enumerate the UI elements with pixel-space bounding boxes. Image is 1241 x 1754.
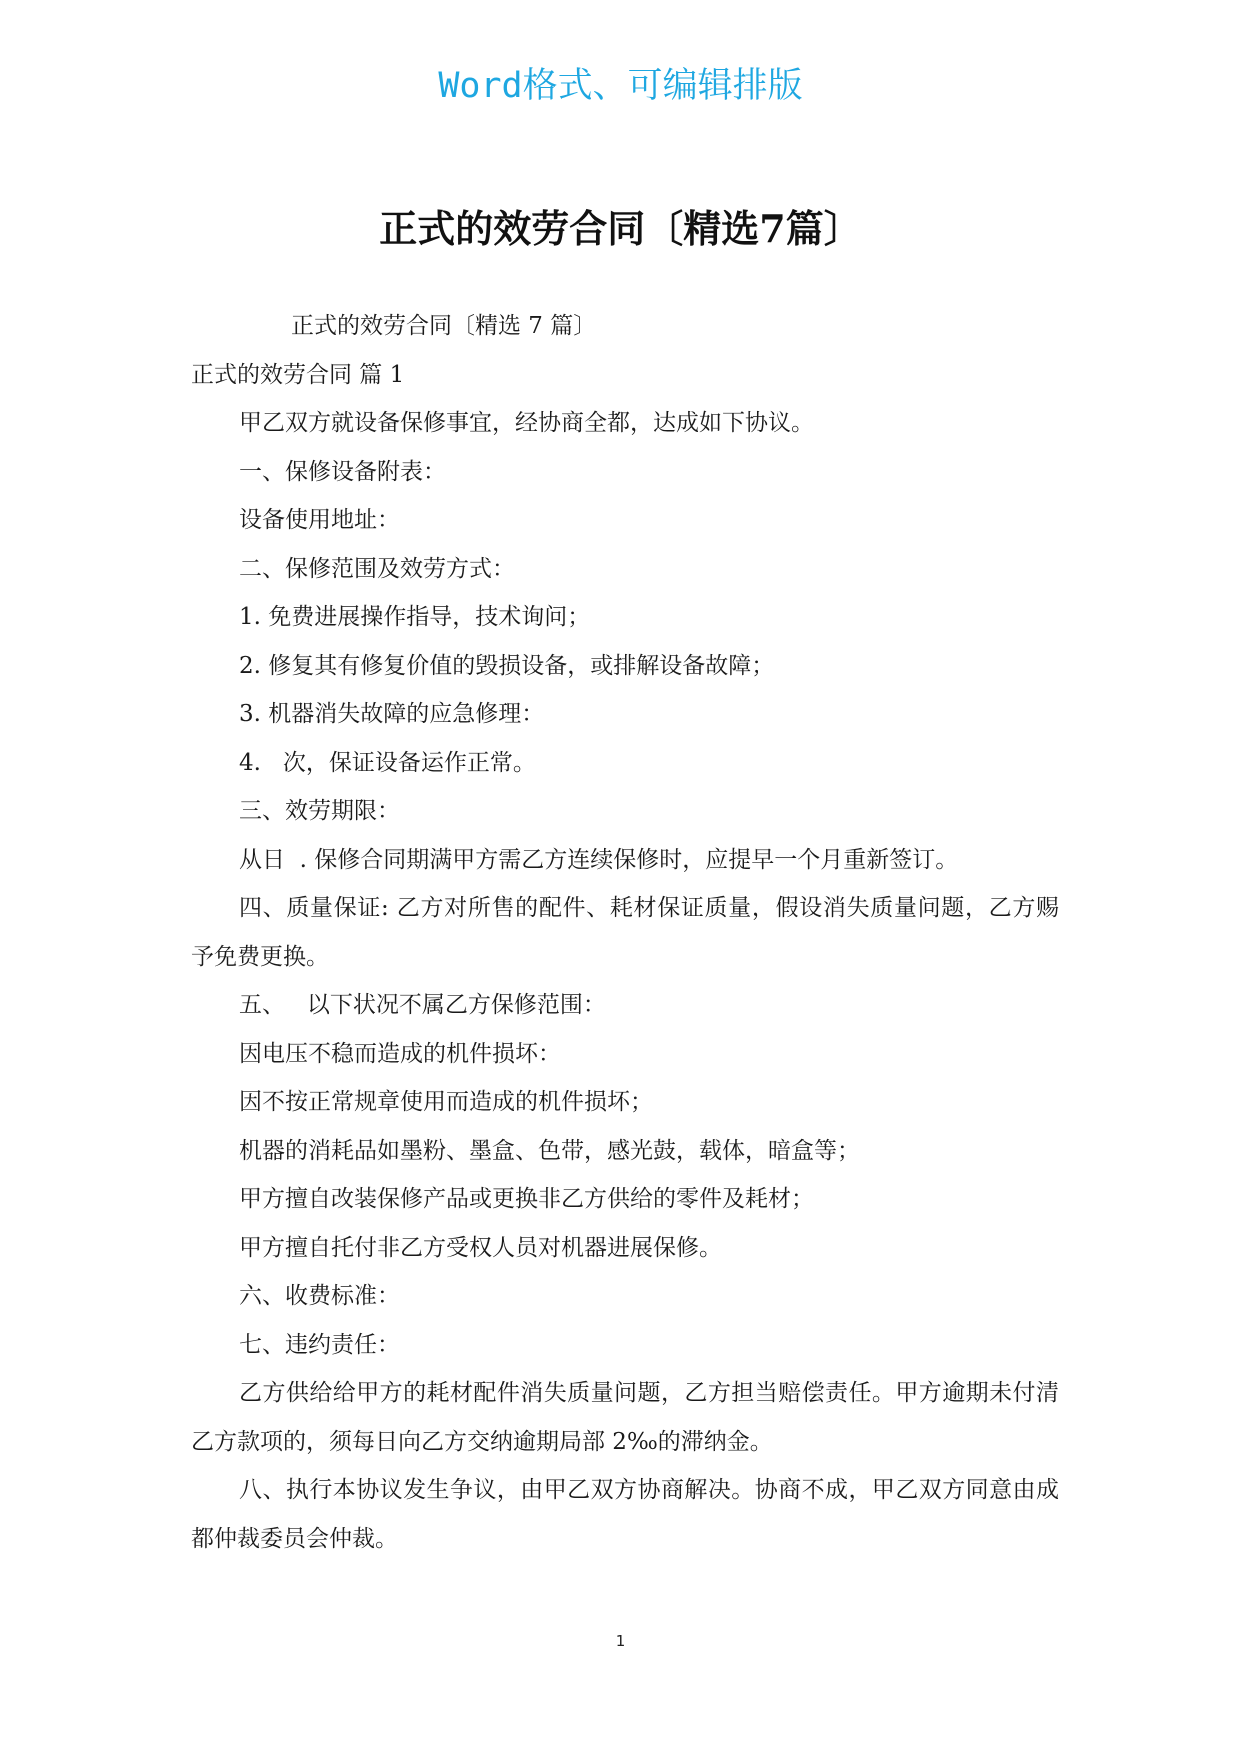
list-item: 4. 次，保证设备运作正常。: [239, 749, 536, 776]
clause-heading: 三、效劳期限：: [239, 798, 400, 824]
list-item: 1. 免费进展操作指导，技术询问；: [239, 604, 591, 630]
page-number: 1: [615, 1632, 626, 1650]
document-body: [191, 302, 1059, 1563]
list-item: 因不按正常规章使用而造成的机件损坏；: [239, 1089, 653, 1115]
list-item: 机器的消耗品如墨粉、墨盒、色带，感光鼓，载体，暗盒等；: [239, 1137, 860, 1164]
clause-heading: 七、违约责任：: [239, 1331, 400, 1358]
paragraph-dispute: 八、执行本协议发生争议，由甲乙双方协商解决。协商不成，甲乙双方同意由成都仲裁委员会仲裁。: [191, 1477, 1059, 1552]
paragraph-liability: 乙方供给给甲方的耗材配件消失质量问题，乙方担当赔偿责任。甲方逾期未付清乙方款项的，须每日向乙方交纳逾期局部 2‰的滞纳金。: [191, 1380, 1059, 1455]
list-item: 3. 机器消失故障的应急修理：: [239, 701, 545, 727]
document-title: 正式的效劳合同〔精选7篇〕: [379, 206, 862, 251]
clause-heading: 一、保修设备附表：: [239, 458, 446, 485]
document-subtitle: 正式的效劳合同〔精选 7 篇〕: [291, 313, 597, 339]
clause-heading: 六、收费标准：: [239, 1283, 400, 1309]
format-banner: Word格式、可编辑排版: [438, 66, 803, 106]
list-item: 甲方擅自改装保修产品或更换非乙方供给的零件及耗材；: [239, 1186, 814, 1212]
paragraph: 设备使用地址：: [239, 507, 400, 533]
paragraph-quality: 四、质量保证: 乙方对所售的配件、耗材保证质量，假设消失质量问题，乙方赐予免费更换。: [191, 895, 1059, 970]
clause-heading: 五、 以下状况不属乙方保修范围：: [239, 992, 606, 1018]
list-item: 因电压不稳而造成的机件损坏：: [239, 1040, 561, 1067]
section-heading: 正式的效劳合同 篇 1: [191, 361, 405, 388]
list-item: 2. 修复其有修复价值的毁损设备，或排解设备故障；: [239, 652, 775, 679]
paragraph-intro: 甲乙双方就设备保修事宜，经协商全都，达成如下协议。: [239, 410, 814, 436]
list-item: 甲方擅自托付非乙方受权人员对机器进展保修。: [239, 1234, 722, 1261]
clause-heading: 二、保修范围及效劳方式：: [239, 555, 515, 582]
paragraph: 从日 . 保修合同期满甲方需乙方连续保修时，应提早一个月重新签订。: [239, 846, 959, 873]
